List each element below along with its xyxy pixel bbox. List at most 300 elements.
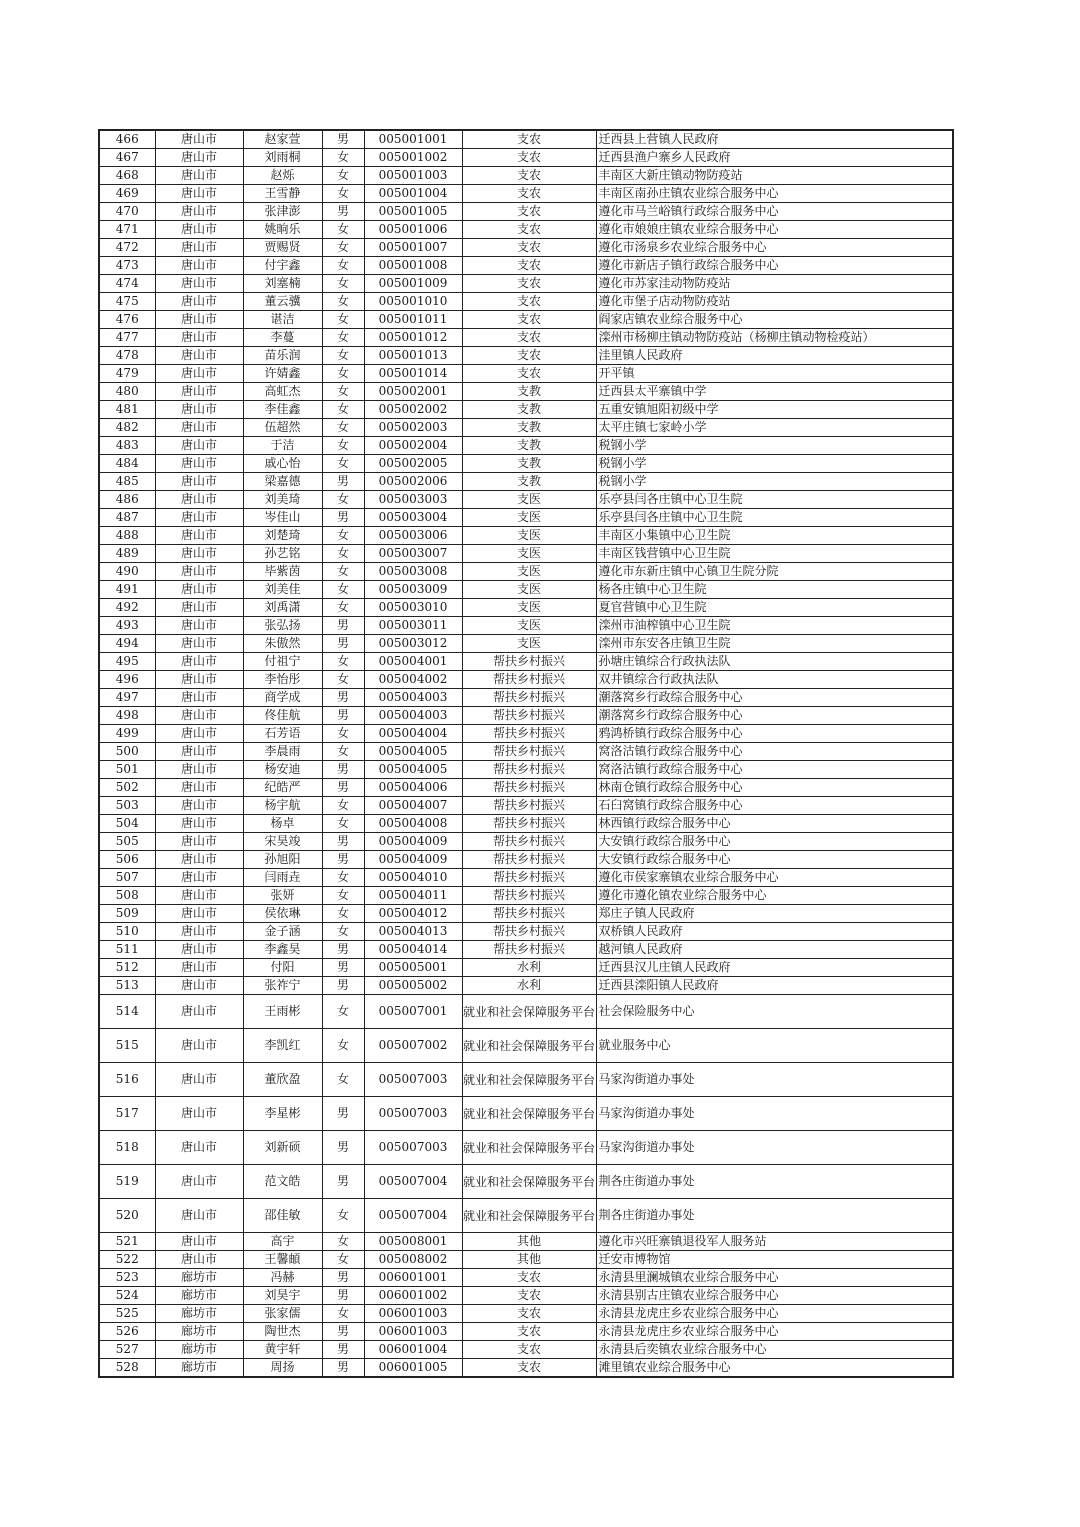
city-cell: 唐山市 (155, 221, 243, 239)
name-cell: 张妍 (243, 887, 322, 905)
city-cell: 廊坊市 (155, 1305, 243, 1323)
gender-cell: 女 (322, 869, 364, 887)
city-cell: 唐山市 (155, 275, 243, 293)
name-cell: 周扬 (243, 1359, 322, 1378)
service-unit-cell: 丰南区小集镇中心卫生院 (596, 527, 953, 545)
position-code-cell: 005001012 (364, 329, 462, 347)
gender-cell: 女 (322, 491, 364, 509)
name-cell: 刘楚琦 (243, 527, 322, 545)
gender-cell: 男 (322, 1323, 364, 1341)
service-category-cell: 帮扶乡村振兴 (462, 815, 596, 833)
gender-cell: 女 (322, 923, 364, 941)
service-category-cell: 支医 (462, 527, 596, 545)
gender-cell: 女 (322, 167, 364, 185)
service-unit-cell: 滦州市杨柳庄镇动物防疫站（杨柳庄镇动物检疫站） (596, 329, 953, 347)
seq-number-cell: 477 (99, 329, 155, 347)
service-unit-cell: 鸦鸿桥镇行政综合服务中心 (596, 725, 953, 743)
city-cell: 唐山市 (155, 1063, 243, 1097)
table-row (99, 599, 953, 617)
table-row (99, 383, 953, 401)
seq-number-cell: 475 (99, 293, 155, 311)
seq-number-cell: 482 (99, 419, 155, 437)
gender-cell: 女 (322, 257, 364, 275)
service-category-cell: 支教 (462, 401, 596, 419)
service-unit-cell: 滦州市油榨镇中心卫生院 (596, 617, 953, 635)
seq-number-cell: 507 (99, 869, 155, 887)
city-cell: 唐山市 (155, 671, 243, 689)
position-code-cell: 005003008 (364, 563, 462, 581)
table-row (99, 779, 953, 797)
service-category-cell: 支医 (462, 509, 596, 527)
seq-number-cell: 496 (99, 671, 155, 689)
service-category-cell: 帮扶乡村振兴 (462, 743, 596, 761)
name-cell: 付宇鑫 (243, 257, 322, 275)
position-code-cell: 005008001 (364, 1233, 462, 1251)
service-unit-cell: 就业服务中心 (596, 1029, 953, 1063)
service-category-cell: 支农 (462, 275, 596, 293)
service-unit-cell: 税钢小学 (596, 455, 953, 473)
position-code-cell: 005004002 (364, 671, 462, 689)
seq-number-cell: 509 (99, 905, 155, 923)
service-unit-cell: 滩里镇农业综合服务中心 (596, 1359, 953, 1378)
gender-cell: 女 (322, 815, 364, 833)
position-code-cell: 006001005 (364, 1359, 462, 1378)
position-code-cell: 005003010 (364, 599, 462, 617)
seq-number-cell: 512 (99, 959, 155, 977)
seq-number-cell: 510 (99, 923, 155, 941)
name-cell: 侯依琳 (243, 905, 322, 923)
service-unit-cell: 太平庄镇七家岭小学 (596, 419, 953, 437)
city-cell: 唐山市 (155, 437, 243, 455)
service-unit-cell: 迁西县渔户寨乡人民政府 (596, 149, 953, 167)
service-unit-cell: 遵化市新店子镇行政综合服务中心 (596, 257, 953, 275)
seq-number-cell: 514 (99, 995, 155, 1029)
seq-number-cell: 500 (99, 743, 155, 761)
service-unit-cell: 丰南区南孙庄镇农业综合服务中心 (596, 185, 953, 203)
position-code-cell: 006001002 (364, 1287, 462, 1305)
name-cell: 谌洁 (243, 311, 322, 329)
seq-number-cell: 497 (99, 689, 155, 707)
gender-cell: 男 (322, 473, 364, 491)
city-cell: 唐山市 (155, 239, 243, 257)
gender-cell: 女 (322, 149, 364, 167)
name-cell: 刘美琦 (243, 491, 322, 509)
name-cell: 岑佳山 (243, 509, 322, 527)
service-unit-cell: 遵化市苏家洼动物防疫站 (596, 275, 953, 293)
service-category-cell: 帮扶乡村振兴 (462, 923, 596, 941)
table-row (99, 221, 953, 239)
service-category-cell: 支农 (462, 1287, 596, 1305)
name-cell: 朱傲然 (243, 635, 322, 653)
table-row (99, 365, 953, 383)
name-cell: 刘美佳 (243, 581, 322, 599)
gender-cell: 男 (322, 761, 364, 779)
seq-number-cell: 480 (99, 383, 155, 401)
position-code-cell: 005001004 (364, 185, 462, 203)
city-cell: 唐山市 (155, 905, 243, 923)
seq-number-cell: 517 (99, 1097, 155, 1131)
seq-number-cell: 476 (99, 311, 155, 329)
city-cell: 唐山市 (155, 527, 243, 545)
table-row (99, 185, 953, 203)
city-cell: 唐山市 (155, 365, 243, 383)
service-unit-cell: 遵化市东新庄镇中心镇卫生院分院 (596, 563, 953, 581)
name-cell: 张家儒 (243, 1305, 322, 1323)
position-code-cell: 005001011 (364, 311, 462, 329)
service-category-cell: 支农 (462, 329, 596, 347)
seq-number-cell: 521 (99, 1233, 155, 1251)
position-code-cell: 005001001 (364, 130, 462, 149)
service-unit-cell: 荆各庄街道办事处 (596, 1165, 953, 1199)
service-unit-cell: 潮落窝乡行政综合服务中心 (596, 689, 953, 707)
table-row (99, 635, 953, 653)
table-row (99, 329, 953, 347)
city-cell: 唐山市 (155, 203, 243, 221)
service-category-cell: 支农 (462, 293, 596, 311)
service-unit-cell: 林西镇行政综合服务中心 (596, 815, 953, 833)
position-code-cell: 005004005 (364, 743, 462, 761)
name-cell: 张弘扬 (243, 617, 322, 635)
service-unit-cell: 五重安镇旭阳初级中学 (596, 401, 953, 419)
city-cell: 唐山市 (155, 797, 243, 815)
position-code-cell: 006001003 (364, 1323, 462, 1341)
city-cell: 唐山市 (155, 473, 243, 491)
service-unit-cell: 窝洛沽镇行政综合服务中心 (596, 761, 953, 779)
service-unit-cell: 税钢小学 (596, 473, 953, 491)
name-cell: 李晨雨 (243, 743, 322, 761)
position-code-cell: 006001004 (364, 1341, 462, 1359)
service-category-cell: 支农 (462, 1359, 596, 1378)
position-code-cell: 005004014 (364, 941, 462, 959)
seq-number-cell: 478 (99, 347, 155, 365)
table-row (99, 563, 953, 581)
seq-number-cell: 502 (99, 779, 155, 797)
service-category-cell: 就业和社会保障服务平台 (462, 1131, 596, 1165)
seq-number-cell: 483 (99, 437, 155, 455)
city-cell: 唐山市 (155, 455, 243, 473)
service-unit-cell: 遵化市堡子店动物防疫站 (596, 293, 953, 311)
city-cell: 唐山市 (155, 167, 243, 185)
name-cell: 李怡彤 (243, 671, 322, 689)
table-row (99, 887, 953, 905)
seq-number-cell: 471 (99, 221, 155, 239)
city-cell: 唐山市 (155, 491, 243, 509)
service-unit-cell: 永清县后奕镇农业综合服务中心 (596, 1341, 953, 1359)
position-code-cell: 005003011 (364, 617, 462, 635)
city-cell: 唐山市 (155, 653, 243, 671)
table-row (99, 347, 953, 365)
table-row (99, 977, 953, 995)
service-category-cell: 就业和社会保障服务平台 (462, 1165, 596, 1199)
gender-cell: 女 (322, 329, 364, 347)
position-code-cell: 005007001 (364, 995, 462, 1029)
city-cell: 唐山市 (155, 293, 243, 311)
seq-number-cell: 515 (99, 1029, 155, 1063)
service-category-cell: 其他 (462, 1233, 596, 1251)
table-row (99, 1233, 953, 1251)
seq-number-cell: 470 (99, 203, 155, 221)
gender-cell: 男 (322, 1269, 364, 1287)
table-row (99, 149, 953, 167)
service-category-cell: 支农 (462, 311, 596, 329)
seq-number-cell: 499 (99, 725, 155, 743)
city-cell: 唐山市 (155, 599, 243, 617)
seq-number-cell: 479 (99, 365, 155, 383)
table-row (99, 293, 953, 311)
position-code-cell: 005004008 (364, 815, 462, 833)
name-cell: 宋昊竣 (243, 833, 322, 851)
table-row (99, 257, 953, 275)
position-code-cell: 006001003 (364, 1305, 462, 1323)
name-cell: 戚心怡 (243, 455, 322, 473)
table-row (99, 1029, 953, 1063)
position-code-cell: 005004009 (364, 833, 462, 851)
position-code-cell: 005005002 (364, 977, 462, 995)
name-cell: 王雪静 (243, 185, 322, 203)
city-cell: 唐山市 (155, 545, 243, 563)
seq-number-cell: 526 (99, 1323, 155, 1341)
city-cell: 廊坊市 (155, 1341, 243, 1359)
position-code-cell: 005003007 (364, 545, 462, 563)
position-code-cell: 005002003 (364, 419, 462, 437)
gender-cell: 男 (322, 1165, 364, 1199)
service-unit-cell: 永清县别古庄镇农业综合服务中心 (596, 1287, 953, 1305)
name-cell: 董云骥 (243, 293, 322, 311)
seq-number-cell: 492 (99, 599, 155, 617)
table-row (99, 743, 953, 761)
service-category-cell: 支医 (462, 491, 596, 509)
service-unit-cell: 遵化市遵化镇农业综合服务中心 (596, 887, 953, 905)
name-cell: 高宇 (243, 1233, 322, 1251)
gender-cell: 女 (322, 653, 364, 671)
gender-cell: 女 (322, 671, 364, 689)
position-code-cell: 005004011 (364, 887, 462, 905)
position-code-cell: 005002002 (364, 401, 462, 419)
seq-number-cell: 527 (99, 1341, 155, 1359)
city-cell: 唐山市 (155, 149, 243, 167)
service-unit-cell: 遵化市娘娘庄镇农业综合服务中心 (596, 221, 953, 239)
name-cell: 李佳鑫 (243, 401, 322, 419)
name-cell: 佟佳航 (243, 707, 322, 725)
city-cell: 唐山市 (155, 617, 243, 635)
name-cell: 张津澎 (243, 203, 322, 221)
name-cell: 姚晌乐 (243, 221, 322, 239)
position-code-cell: 005001009 (364, 275, 462, 293)
gender-cell: 男 (322, 833, 364, 851)
table-row (99, 437, 953, 455)
table-row (99, 959, 953, 977)
table-row (99, 491, 953, 509)
table-row (99, 473, 953, 491)
name-cell: 高虹杰 (243, 383, 322, 401)
gender-cell: 女 (322, 401, 364, 419)
gender-cell: 女 (322, 581, 364, 599)
service-unit-cell: 遵化市马兰峪镇行政综合服务中心 (596, 203, 953, 221)
service-category-cell: 就业和社会保障服务平台 (462, 1199, 596, 1233)
service-unit-cell: 孙塘庄镇综合行政执法队 (596, 653, 953, 671)
service-unit-cell: 迁西县太平寨镇中学 (596, 383, 953, 401)
gender-cell: 男 (322, 1287, 364, 1305)
table-row (99, 581, 953, 599)
gender-cell: 男 (322, 941, 364, 959)
seq-number-cell: 501 (99, 761, 155, 779)
seq-number-cell: 468 (99, 167, 155, 185)
service-category-cell: 支医 (462, 563, 596, 581)
table-row (99, 1269, 953, 1287)
table-row (99, 311, 953, 329)
table-row (99, 419, 953, 437)
name-cell: 梁嘉德 (243, 473, 322, 491)
name-cell: 闫雨垚 (243, 869, 322, 887)
service-category-cell: 帮扶乡村振兴 (462, 689, 596, 707)
position-code-cell: 005002006 (364, 473, 462, 491)
table-row (99, 1165, 953, 1199)
service-category-cell: 支教 (462, 437, 596, 455)
name-cell: 杨安迪 (243, 761, 322, 779)
service-category-cell: 支医 (462, 581, 596, 599)
table-row (99, 1359, 953, 1378)
service-category-cell: 就业和社会保障服务平台 (462, 1063, 596, 1097)
position-code-cell: 005005001 (364, 959, 462, 977)
city-cell: 唐山市 (155, 851, 243, 869)
table-row (99, 653, 953, 671)
table-row (99, 203, 953, 221)
service-unit-cell: 窝洛沽镇行政综合服务中心 (596, 743, 953, 761)
table-row (99, 1251, 953, 1269)
seq-number-cell: 519 (99, 1165, 155, 1199)
position-code-cell: 005003003 (364, 491, 462, 509)
service-unit-cell: 洼里镇人民政府 (596, 347, 953, 365)
city-cell: 唐山市 (155, 419, 243, 437)
name-cell: 董欣盈 (243, 1063, 322, 1097)
city-cell: 唐山市 (155, 563, 243, 581)
service-category-cell: 帮扶乡村振兴 (462, 905, 596, 923)
name-cell: 刘塞楠 (243, 275, 322, 293)
service-category-cell: 帮扶乡村振兴 (462, 761, 596, 779)
roster-table (98, 129, 954, 1378)
service-category-cell: 帮扶乡村振兴 (462, 941, 596, 959)
city-cell: 唐山市 (155, 311, 243, 329)
gender-cell: 女 (322, 725, 364, 743)
service-category-cell: 帮扶乡村振兴 (462, 653, 596, 671)
seq-number-cell: 503 (99, 797, 155, 815)
table-row (99, 527, 953, 545)
service-category-cell: 帮扶乡村振兴 (462, 725, 596, 743)
gender-cell: 女 (322, 599, 364, 617)
position-code-cell: 005001003 (364, 167, 462, 185)
city-cell: 唐山市 (155, 995, 243, 1029)
service-unit-cell: 税钢小学 (596, 437, 953, 455)
city-cell: 唐山市 (155, 1097, 243, 1131)
service-category-cell: 支农 (462, 1323, 596, 1341)
city-cell: 廊坊市 (155, 1359, 243, 1378)
seq-number-cell: 513 (99, 977, 155, 995)
service-category-cell: 支农 (462, 365, 596, 383)
city-cell: 唐山市 (155, 707, 243, 725)
gender-cell: 女 (322, 437, 364, 455)
service-category-cell: 帮扶乡村振兴 (462, 707, 596, 725)
service-category-cell: 支农 (462, 149, 596, 167)
gender-cell: 女 (322, 1063, 364, 1097)
position-code-cell: 005002001 (364, 383, 462, 401)
service-unit-cell: 迁西县上营镇人民政府 (596, 130, 953, 149)
name-cell: 付祖宁 (243, 653, 322, 671)
gender-cell: 男 (322, 130, 364, 149)
gender-cell: 女 (322, 293, 364, 311)
service-unit-cell: 阎家店镇农业综合服务中心 (596, 311, 953, 329)
name-cell: 金子涵 (243, 923, 322, 941)
table-row (99, 1287, 953, 1305)
name-cell: 刘新硕 (243, 1131, 322, 1165)
gender-cell: 男 (322, 617, 364, 635)
city-cell: 唐山市 (155, 1233, 243, 1251)
gender-cell: 男 (322, 635, 364, 653)
position-code-cell: 005002005 (364, 455, 462, 473)
position-code-cell: 006001001 (364, 1269, 462, 1287)
service-category-cell: 帮扶乡村振兴 (462, 851, 596, 869)
service-unit-cell: 杨各庄镇中心卫生院 (596, 581, 953, 599)
table-row (99, 545, 953, 563)
seq-number-cell: 525 (99, 1305, 155, 1323)
city-cell: 唐山市 (155, 743, 243, 761)
position-code-cell: 005001013 (364, 347, 462, 365)
table-row (99, 1131, 953, 1165)
table-row (99, 761, 953, 779)
service-category-cell: 帮扶乡村振兴 (462, 779, 596, 797)
position-code-cell: 005004013 (364, 923, 462, 941)
gender-cell: 男 (322, 689, 364, 707)
name-cell: 商学成 (243, 689, 322, 707)
service-category-cell: 支医 (462, 545, 596, 563)
name-cell: 范文皓 (243, 1165, 322, 1199)
name-cell: 杨宇航 (243, 797, 322, 815)
name-cell: 刘昊宇 (243, 1287, 322, 1305)
name-cell: 纪皓严 (243, 779, 322, 797)
position-code-cell: 005002004 (364, 437, 462, 455)
city-cell: 唐山市 (155, 1165, 243, 1199)
seq-number-cell: 494 (99, 635, 155, 653)
service-unit-cell: 遵化市侯家寨镇农业综合服务中心 (596, 869, 953, 887)
service-unit-cell: 滦州市东安各庄镇卫生院 (596, 635, 953, 653)
service-unit-cell: 丰南区钱营镇中心卫生院 (596, 545, 953, 563)
table-row (99, 509, 953, 527)
seq-number-cell: 487 (99, 509, 155, 527)
name-cell: 黄宇轩 (243, 1341, 322, 1359)
service-category-cell: 帮扶乡村振兴 (462, 671, 596, 689)
seq-number-cell: 489 (99, 545, 155, 563)
city-cell: 唐山市 (155, 383, 243, 401)
seq-number-cell: 473 (99, 257, 155, 275)
table-row (99, 1199, 953, 1233)
service-unit-cell: 开平镇 (596, 365, 953, 383)
service-category-cell: 支医 (462, 617, 596, 635)
service-unit-cell: 马家沟街道办事处 (596, 1097, 953, 1131)
service-category-cell: 就业和社会保障服务平台 (462, 1097, 596, 1131)
gender-cell: 男 (322, 959, 364, 977)
city-cell: 唐山市 (155, 887, 243, 905)
service-unit-cell: 马家沟街道办事处 (596, 1063, 953, 1097)
service-unit-cell: 乐亭县闫各庄镇中心卫生院 (596, 509, 953, 527)
seq-number-cell: 520 (99, 1199, 155, 1233)
gender-cell: 女 (322, 185, 364, 203)
table-row (99, 401, 953, 419)
city-cell: 唐山市 (155, 1251, 243, 1269)
name-cell: 杨卓 (243, 815, 322, 833)
service-unit-cell: 马家沟街道办事处 (596, 1131, 953, 1165)
service-unit-cell: 双井镇综合行政执法队 (596, 671, 953, 689)
city-cell: 唐山市 (155, 130, 243, 149)
gender-cell: 男 (322, 509, 364, 527)
